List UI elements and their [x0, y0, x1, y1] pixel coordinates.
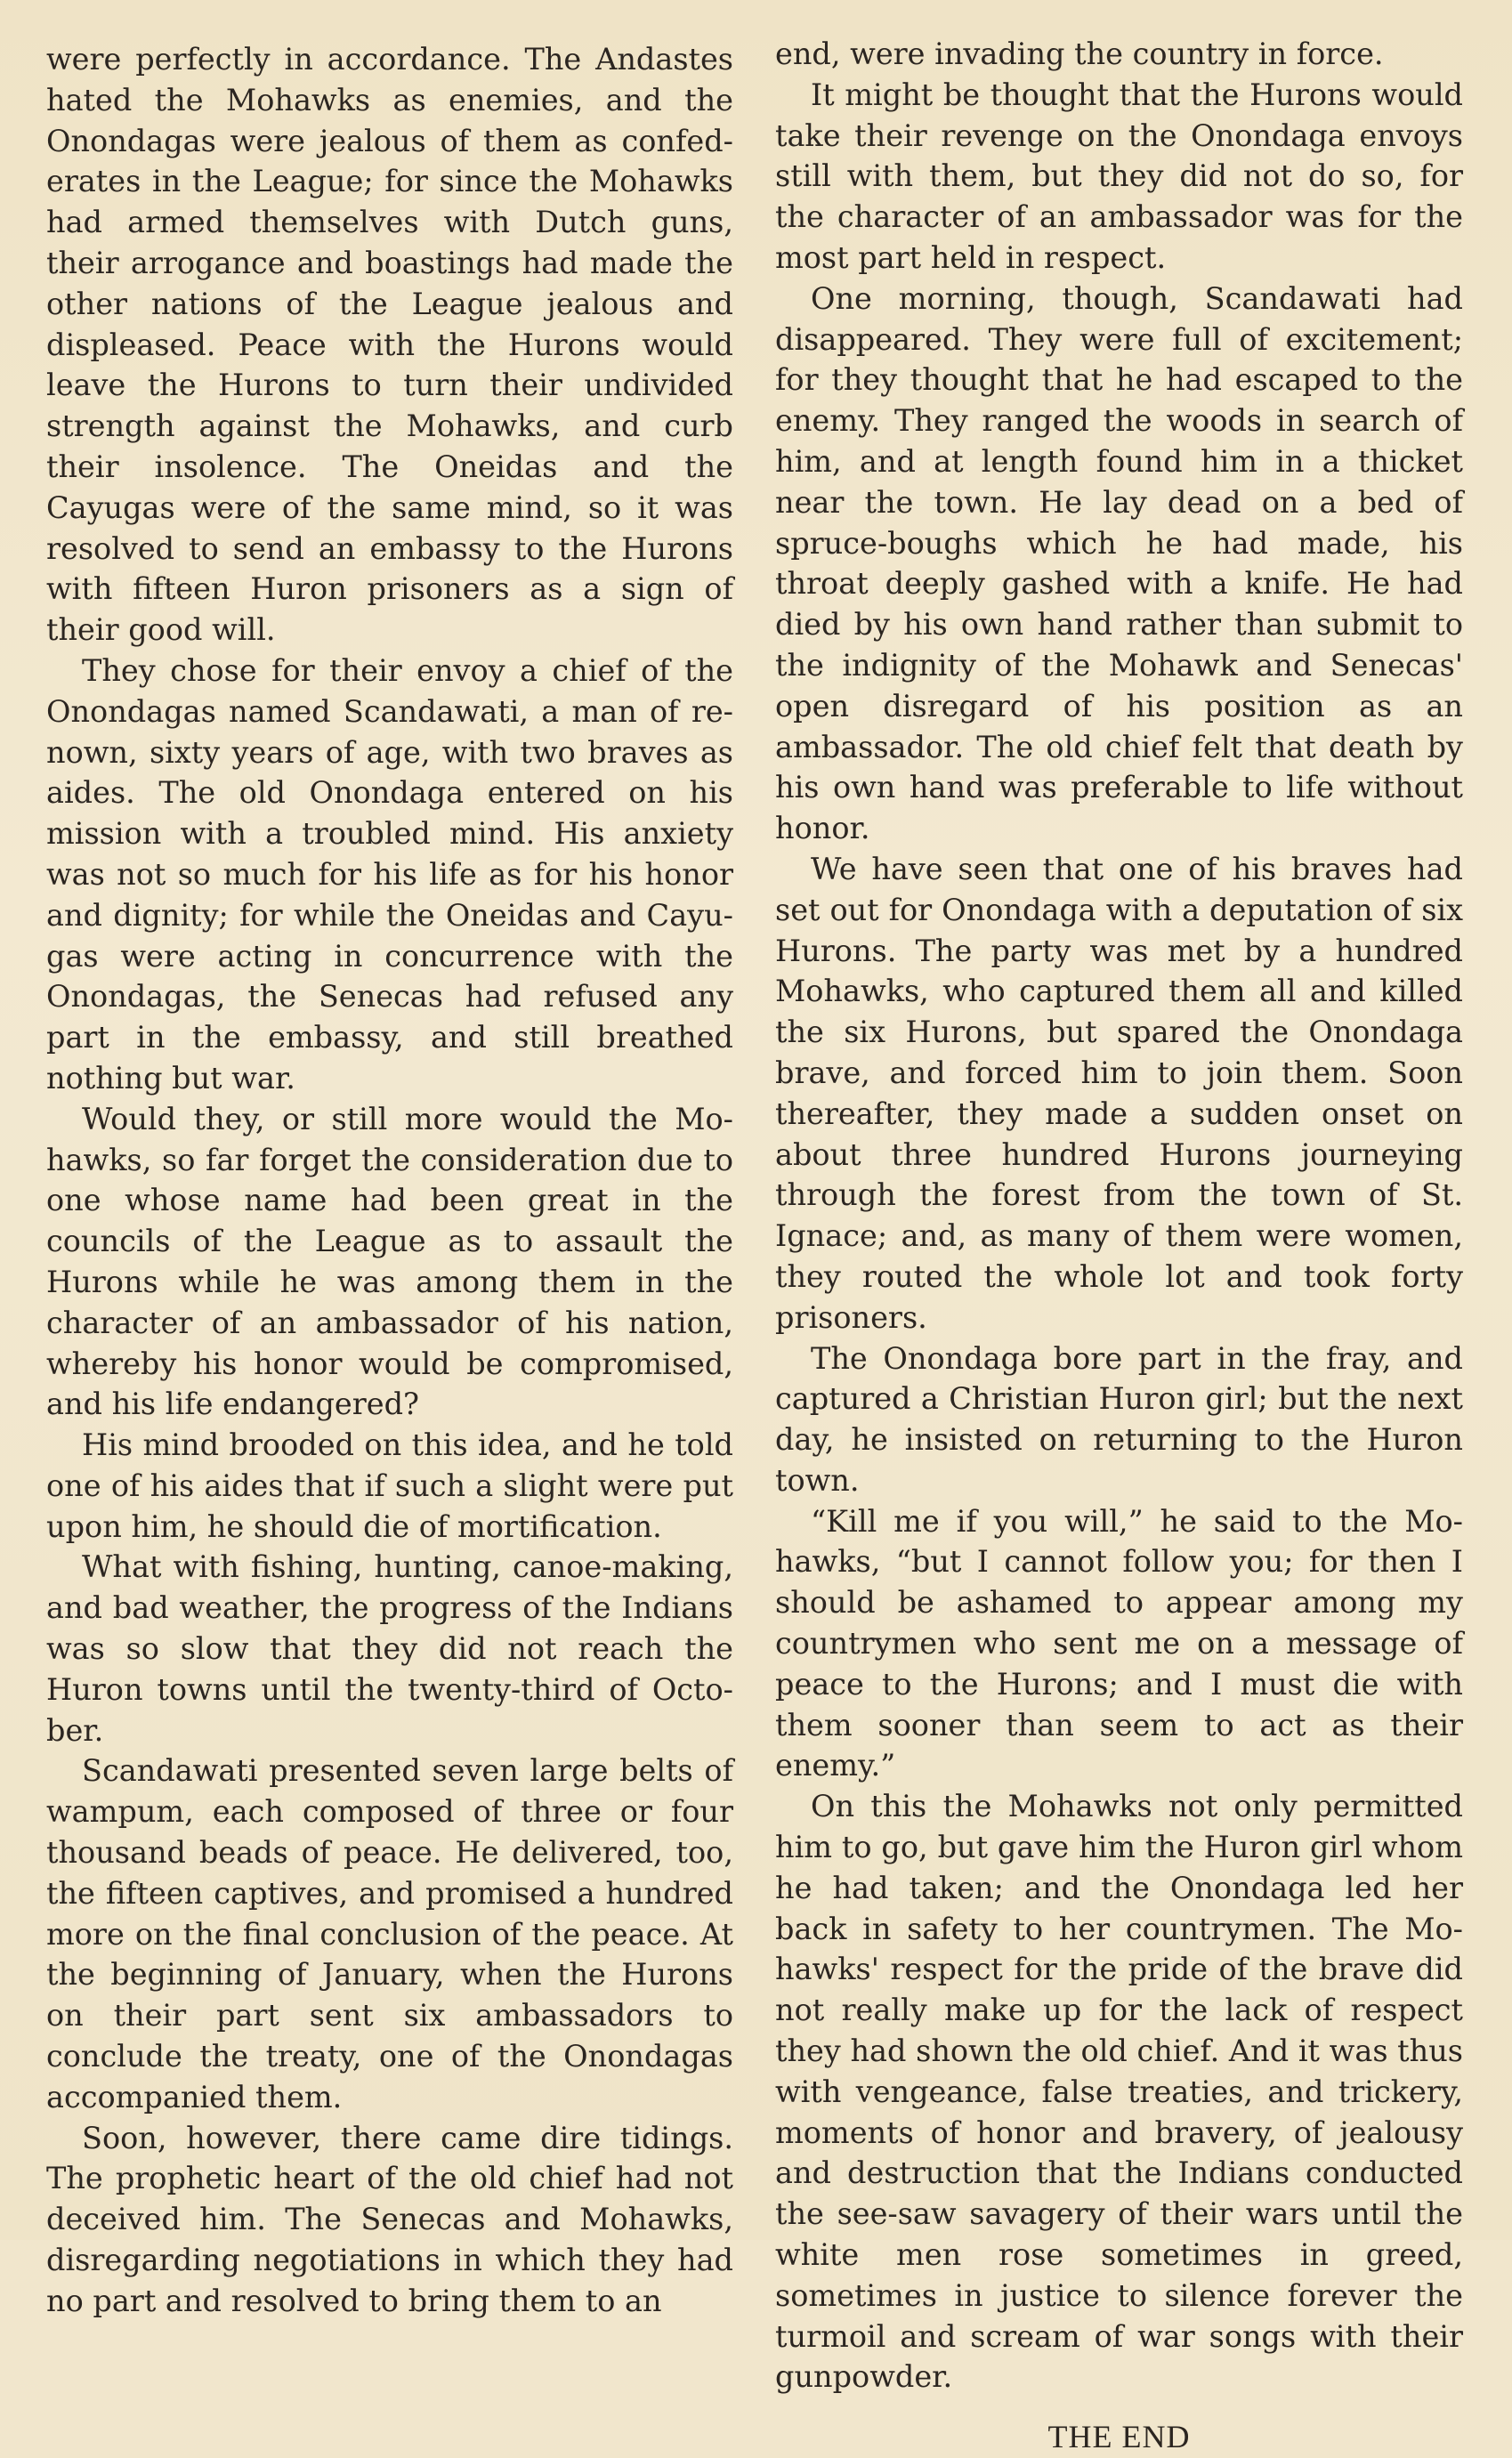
paragraph: Scandawati presented seven large belts of wampum, each composed of three or four thousand beads of peace. He delivered, too, the fifteen captives, and promised a hundred more on the final conclusion of the peace. At the beginning of January, when the Hurons on their part sent six ambassadors to conclude the treaty, one of the Onondagas accompanied them. — [46, 1753, 733, 2114]
paragraph: “Kill me if you will,” he said to the Mohawks, “but I cannot follow you; for then I should be ashamed to appear among my countrymen who sent me on a message of peace to the Hurons; and I must die with them sooner than seem to act as their enemy.” — [775, 1503, 1463, 1783]
paragraph: What with fishing, hunting, canoe-making, and bad weather, the progress of the Indians was so slow that they did not reach the Huron towns until the twenty-third of October. — [46, 1549, 733, 1748]
paragraph: One morning, though, Scandawati had disappeared. They were full of excitement; for they thought that he had escaped to the enemy. They ranged the woods in search of him, and at length found him in a thicket near the town. He lay dead on a bed of spruce-boughs which he had made, his throat deeply gashed with a knife. He had died by his own hand rather than submit to the indignity of the Mohawk and Senecas' open disregard of his position as an ambassador. The old chief felt that death by his own hand was preferable to life without honor. — [775, 280, 1463, 846]
paragraph-continued: end, were invading the country in force. — [775, 36, 1384, 71]
paragraph: We have seen that one of his braves had set out for Onondaga with a deputation of six Hurons. The party was met by a hundred Mohawks, who captured them all and killed the six Hurons, but spared the Onondaga brave, and forced him to join them. Soon thereafter, they made a sudden onset on about three hundred Hurons journeying through the forest from the town of St. Ignace; and, as many of them were women, they routed the whole lot and took forty prisoners. — [775, 851, 1463, 1335]
paragraph-continued: were perfectly in accordance. The Andastes hated the Mohawks as enemies, and the Onondagas were jealous of them as confederates in the League; for since the Mohawks had armed themselves with Dutch guns, their arrogance and boastings had made the other nations of the League jealous and displeased. Peace with the Hurons would leave the Hurons to turn their undivided strength against the Mohawks, and curb their insolence. The Oneidas and the Cayugas were of the same mind, so it was resolved to send an embassy to the Hurons with fifteen Huron prisoners as a sign of their good will. — [46, 42, 733, 648]
paragraph: They chose for their envoy a chief of the Onondagas named Scandawati, a man of renown, sixty years of age, with two braves as aides. The old Onondaga entered on his mission with a troubled mind. His anxiety was not so much for his life as for his honor and dignity; for while the Oneidas and Cayugas were acting in concurrence with the Onondagas, the Senecas had refused any part in the embassy, and still breathed nothing but war. — [46, 652, 733, 1096]
paragraph: Soon, however, there came dire tidings. The prophetic heart of the old chief had not deceived him. The Senecas and Mohawks, disregarding negotiations in which they had no part and resolved to bring them to an — [46, 2120, 733, 2318]
the-end-heading: THE END — [1047, 2419, 1191, 2455]
paragraph: His mind brooded on this idea, and he told one of his aides that if such a slight were put upon him, he should die of mortification. — [46, 1427, 733, 1544]
paragraph: It might be thought that the Hurons would take their revenge on the Onondaga envoys still with them, but they did not do so, for the character of an ambassador was for the most part held in respect. — [775, 77, 1463, 275]
paragraph: On this the Mohawks not only permitted him to go, but gave him the Huron girl whom he had taken; and the Onondaga led her back in safety to her countrymen. The Mohawks' respect for the pride of the brave did not really make up for the lack of respect they had shown the old chief. And it was thus with vengeance, false treaties, and trickery, moments of honor and bravery, of jealousy and destruction that the Indians conducted the see-saw savagery of their wars until the white men rose sometimes in greed, sometimes in justice to silence forever the turmoil and scream of war songs with their gunpowder. — [775, 1789, 1463, 2395]
left-column — [46, 39, 733, 2322]
paragraph: The Onondaga bore part in the fray, and captured a Christian Huron girl; but the next day, he insisted on returning to the Huron town. — [775, 1340, 1463, 1498]
right-column — [775, 34, 1463, 2458]
paragraph: Would they, or still more would the Mohawks, so far forget the consideration due to one whose name had been great in the councils of the League as to assault the Hurons while he was among them in the character of an ambassador of his nation, whereby his honor would be compromised, and his life endangered? — [46, 1101, 733, 1422]
